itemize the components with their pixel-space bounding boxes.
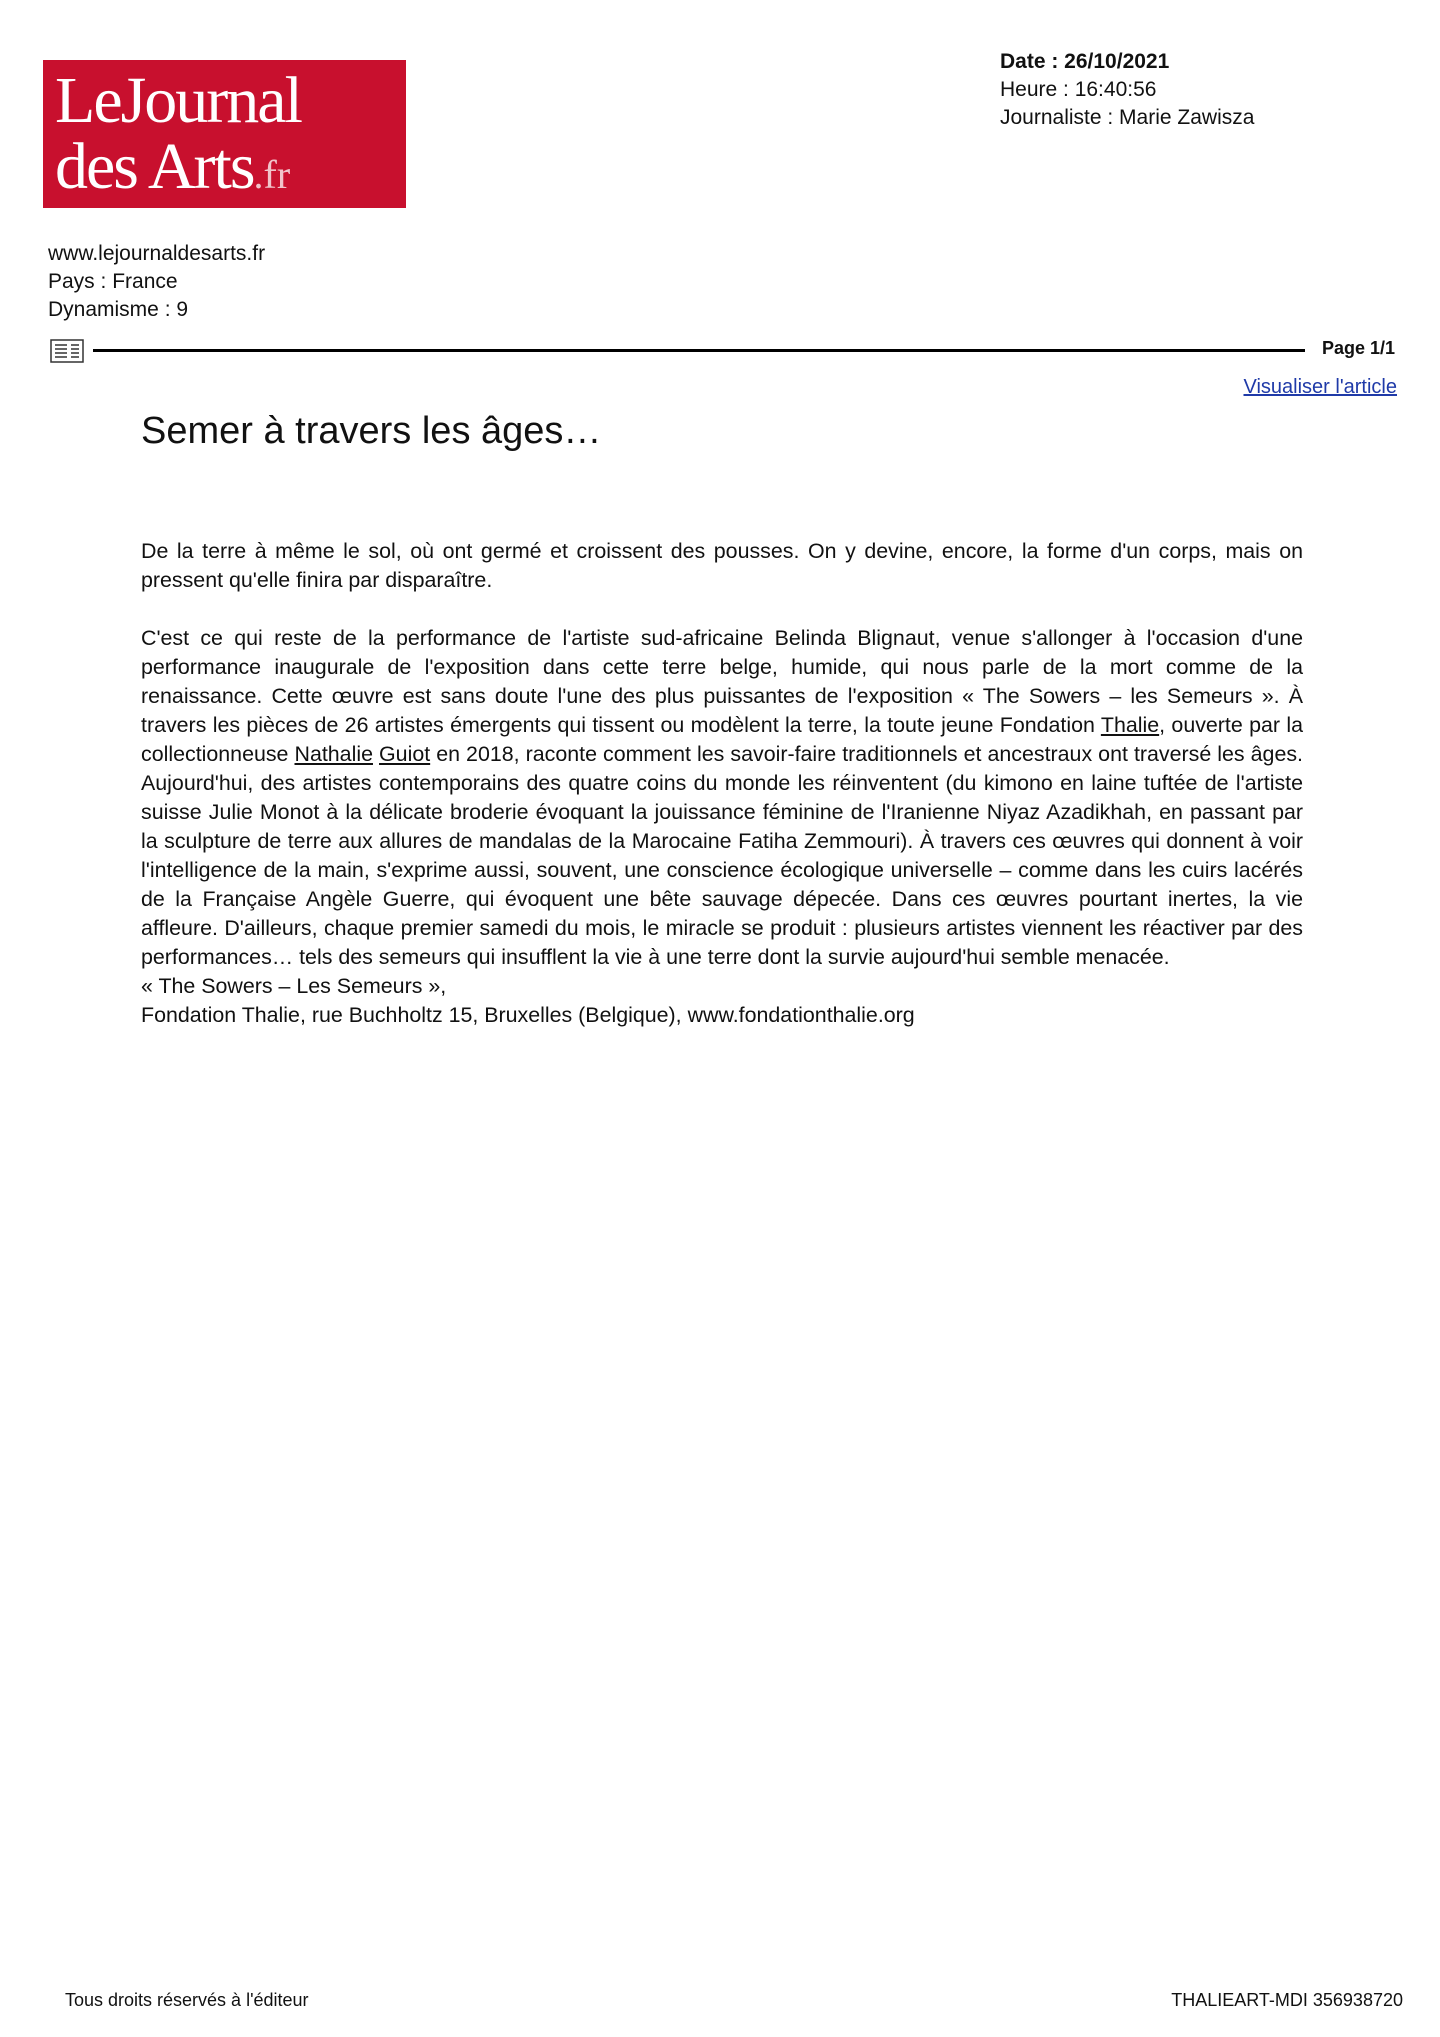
time: Heure : 16:40:56 xyxy=(1000,78,1157,101)
website: www.lejournaldesarts.fr xyxy=(48,242,266,265)
logo-line2-main: des Arts xyxy=(55,130,254,203)
logo-line1: LeJournal xyxy=(55,64,301,137)
paragraph-2-text-b: , ouverte par la collectionneuse xyxy=(141,713,1303,766)
source-meta xyxy=(48,240,265,324)
view-article-link[interactable]: Visualiser l'article xyxy=(1243,376,1397,398)
exhibition-title-line: « The Sowers – Les Semeurs », xyxy=(141,974,447,998)
article-body xyxy=(141,537,1303,1030)
link-nathalie[interactable]: Nathalie xyxy=(294,742,373,766)
country: Pays : France xyxy=(48,270,178,293)
logo-line2-suffix: .fr xyxy=(253,152,291,197)
logo xyxy=(43,60,406,208)
paragraph-2-text-a: C'est ce qui reste de la performance de l'artiste sud-africaine Belinda Blignaut, venue s'allonger à l'occasion d'une performance inaugurale de l'exposition dans cette terre belge, humide, qui nous parle de la mort comme de la renaissance. Cette œuvre est sans doute l'une des plus puissantes de l'exposition « The Sowers – les Semeurs ». À travers les pièces de 26 artistes émergents qui tissent ou modèlent la terre, la toute jeune Fondation xyxy=(141,626,1303,737)
header-rule xyxy=(93,349,1305,352)
paragraph-2-text-c: en 2018, raconte comment les savoir-faire traditionnels et ancestraux ont traversé les âges. Aujourd'hui, des artistes contemporains des quatre coins du monde les réinventent (du kimono en laine tuftée de l'artiste suisse Julie Monot à la délicate broderie évoquant la jouissance féminine de l'Iranienne Niyaz Azadikhah, en passant par la sculpture de terre aux allures de mandalas de la Marocaine Fatiha Zemmouri). À travers ces œuvres qui donnent à voir l'intelligence de la main, s'exprime aussi, souvent, une conscience écologique universelle – comme dans les cuirs lacérés de la Française Angèle Guerre, qui évoquent une bête sauvage dépecée. Dans ces œuvres pourtant inertes, la vie affleure. D'ailleurs, chaque premier samedi du mois, le miracle se produit : plusieurs artistes viennent les réactiver par des performances… tels des semeurs qui insufflent la vie à une terre dont la survie aujourd'hui semble menacée. xyxy=(141,742,1303,969)
page-number: Page 1/1 xyxy=(1322,338,1396,358)
publication-meta xyxy=(1000,48,1254,132)
exhibition-address-line: Fondation Thalie, rue Buchholtz 15, Bruxelles (Belgique), www.fondationthalie.org xyxy=(141,1003,915,1027)
document-icon xyxy=(50,339,84,363)
logo-line2 xyxy=(55,130,291,203)
link-thalie[interactable]: Thalie xyxy=(1100,713,1160,737)
link-guiot[interactable]: Guiot xyxy=(379,742,431,766)
journalist: Journaliste : Marie Zawisza xyxy=(1000,106,1255,129)
article-title: Semer à travers les âges… xyxy=(141,410,602,452)
footer-rights: Tous droits réservés à l'éditeur xyxy=(65,1990,309,2010)
dynamism: Dynamisme : 9 xyxy=(48,298,189,321)
article-paragraph-1: De la terre à même le sol, où ont germé et croissent des pousses. On y devine, encore, la forme d'un corps, mais on pressent qu'elle finira par disparaître. xyxy=(141,539,1303,592)
footer-reference: THALIEART-MDI 356938720 xyxy=(1171,1990,1403,2010)
date: Date : 26/10/2021 xyxy=(1000,50,1170,73)
article-paragraph-2 xyxy=(141,624,1303,972)
